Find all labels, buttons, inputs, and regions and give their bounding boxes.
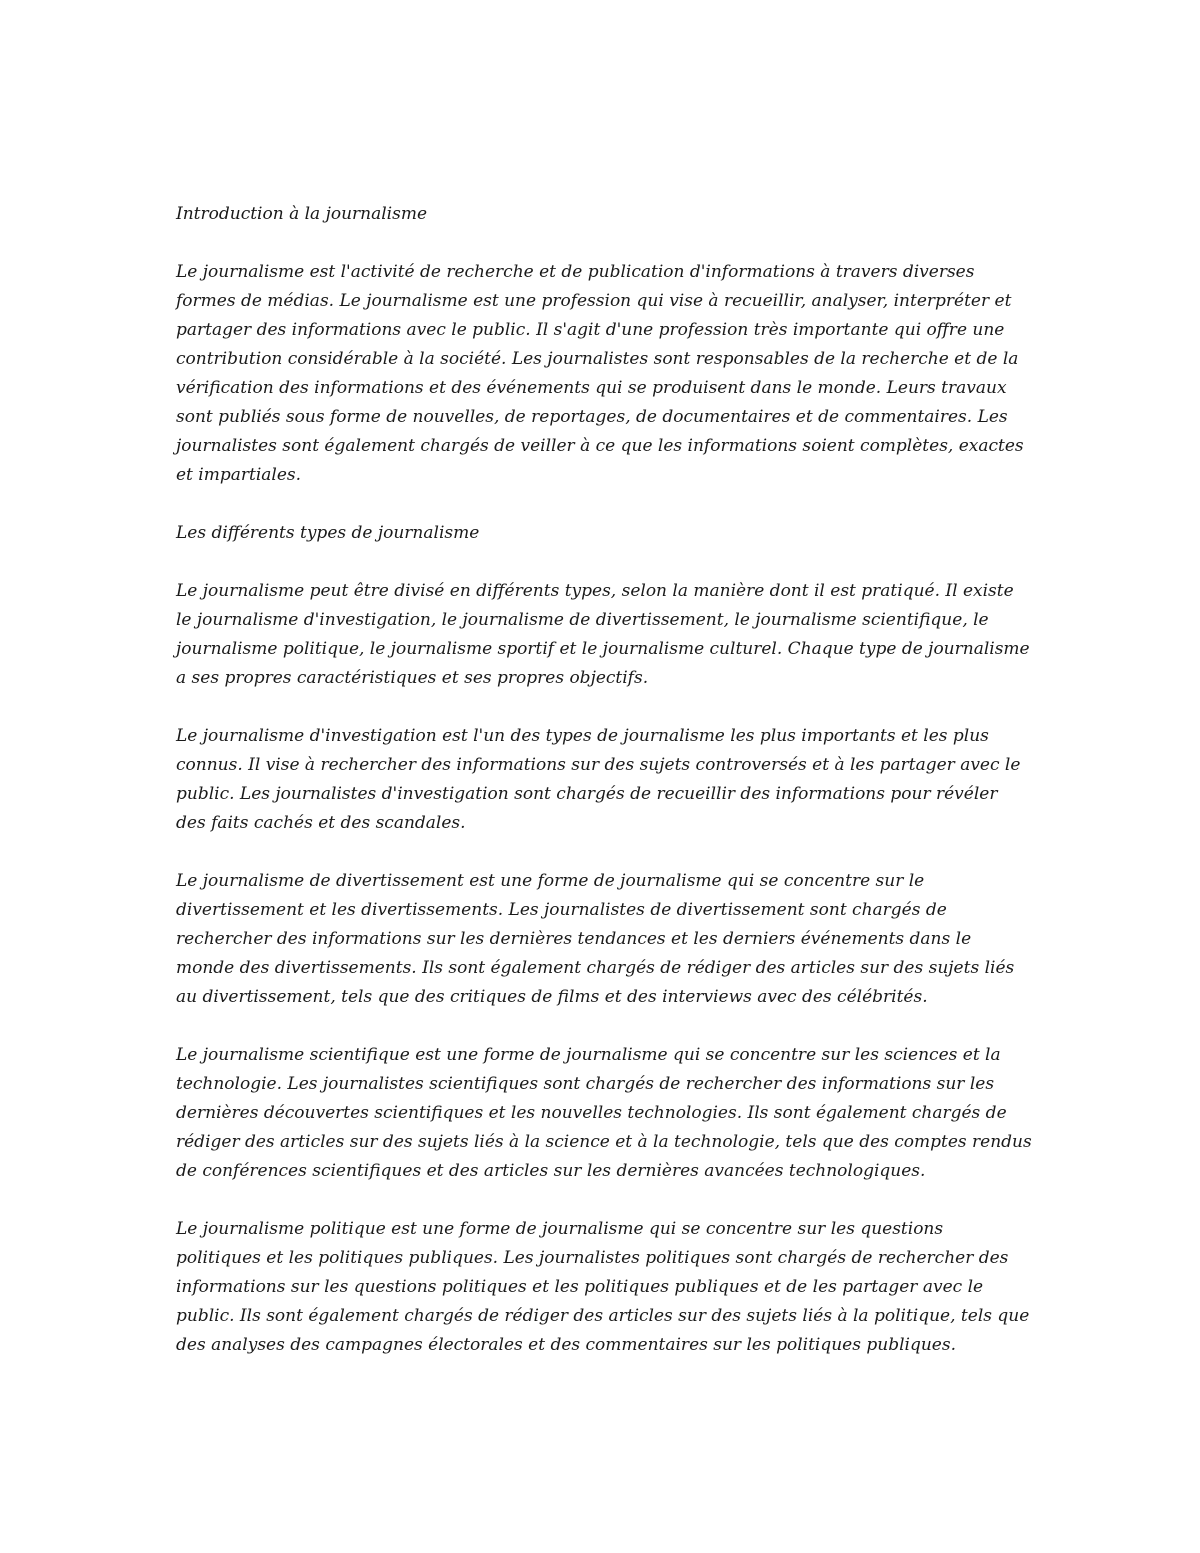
document-body: [176, 200, 1032, 1389]
paragraph-investigation: Le journalisme d'investigation est l'un des types de journalisme les plus importants et les plus connus. Il vise à rechercher des informations sur des sujets controversés et à les partager avec le public. Les journalistes d'investigation sont chargés de recueillir des informations pour révéler des faits cachés et des scandales.: [176, 726, 1021, 833]
paragraph-entertainment: Le journalisme de divertissement est une forme de journalisme qui se concentre sur le divertissement et les divertissements. Les journalistes de divertissement sont chargés de rechercher des informations sur les dernières tendances et les derniers événements dans le monde des divertissements. Ils sont également chargés de rédiger des articles sur des sujets liés au divertissement, tels que des critiques de films et des interviews avec des célébrités.: [176, 871, 1015, 1007]
document-title: Introduction à la journalisme: [176, 204, 428, 224]
paragraph-intro: Le journalisme est l'activité de recherche et de publication d'informations à travers diverses formes de médias. Le journalisme est une profession qui vise à recueillir, analyser, interpréter et partager des informations avec le public. Il s'agit d'une profession très importante qui offre une contribution considérable à la société. Les journalistes sont responsables de la recherche et de la vérification des informations et des événements qui se produisent dans le monde. Leurs travaux sont publiés sous forme de nouvelles, de reportages, de documentaires et de commentaires. Les journalistes sont également chargés de veiller à ce que les informations soient complètes, exactes et impartiales.: [176, 262, 1024, 485]
paragraph-politics: Le journalisme politique est une forme de journalisme qui se concentre sur les questions politiques et les politiques publiques. Les journalistes politiques sont chargés de rechercher des informations sur les questions politiques et les politiques publiques et de les partager avec le public. Ils sont également chargés de rédiger des articles sur des sujets liés à la politique, tels que des analyses des campagnes électorales et des commentaires sur les politiques publiques.: [176, 1219, 1030, 1355]
paragraph-science: Le journalisme scientifique est une forme de journalisme qui se concentre sur les sciences et la technologie. Les journalistes scientifiques sont chargés de rechercher des informations sur les dernières découvertes scientifiques et les nouvelles technologies. Ils sont également chargés de rédiger des articles sur des sujets liés à la science et à la technologie, tels que des comptes rendus de conférences scientifiques et des articles sur les dernières avancées technologiques.: [176, 1045, 1032, 1181]
paragraph-types-overview: Le journalisme peut être divisé en différents types, selon la manière dont il est pratiqué. Il existe le journalisme d'investigation, le journalisme de divertissement, le journalisme scientifique, le journalisme politique, le journalisme sportif et le journalisme culturel. Chaque type de journalisme a ses propres caractéristiques et ses propres objectifs.: [176, 581, 1030, 688]
section-heading: Les différents types de journalisme: [176, 523, 480, 543]
